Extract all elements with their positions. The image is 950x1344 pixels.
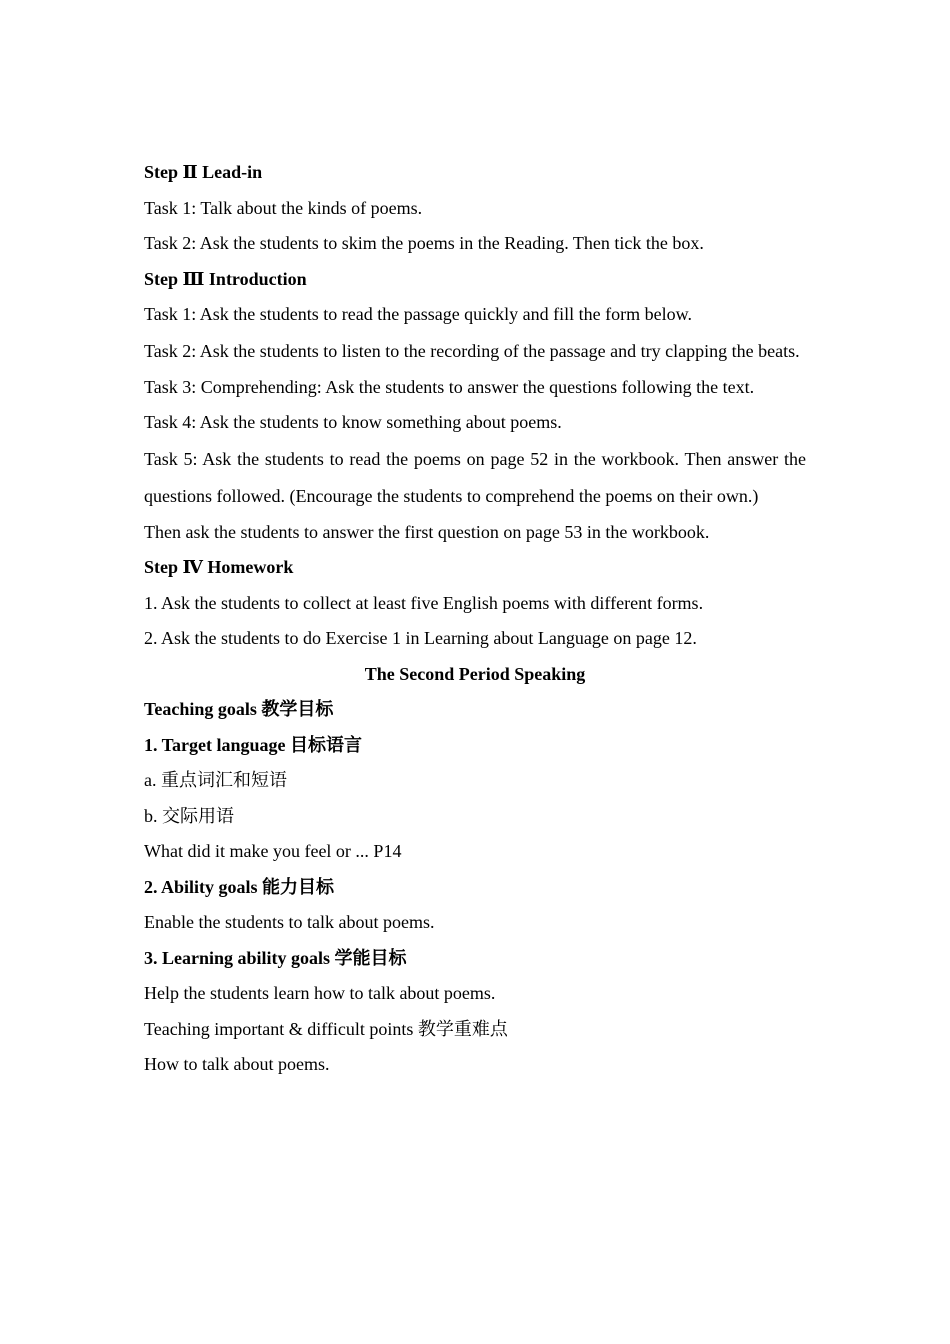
step2-heading: Step Ⅱ Lead-in [144, 162, 263, 182]
target-language-b: b. 交际用语 [144, 805, 234, 826]
step3-task2: Task 2: Ask the students to listen to the recording of the passage and try clapping the beats. [144, 340, 800, 361]
period-title: The Second Period Speaking [364, 663, 586, 684]
target-language-heading: 1. Target language 目标语言 [144, 734, 363, 755]
step4-item2: 2. Ask the students to do Exercise 1 in Learning about Language on page 12. [144, 628, 697, 648]
step3-task4: Task 4: Ask the students to know something about poems. [144, 412, 562, 432]
learning-goals-text: Help the students learn how to talk about poems. [144, 983, 496, 1003]
step4-item1: 1. Ask the students to collect at least five English poems with different forms. [144, 592, 704, 613]
step3-then: Then ask the students to answer the first question on page 53 in the workbook. [144, 521, 710, 542]
step2-task2: Task 2: Ask the students to skim the poems in the Reading. Then tick the box. [144, 233, 704, 253]
ability-goals-text: Enable the students to talk about poems. [144, 912, 435, 932]
learning-goals-heading: 3. Learning ability goals 学能目标 [144, 947, 407, 968]
step3-task5: Task 5: Ask the students to read the poems on page 52 in the workbook. Then answer the questions followed. (Encourage the students to comprehend the poems on their own.) [144, 448, 806, 506]
important-points-text: How to talk about poems. [144, 1054, 330, 1074]
step3-task3: Task 3: Comprehending: Ask the students to answer the questions following the text. [144, 376, 755, 397]
important-points-heading: Teaching important & difficult points 教学重难点 [144, 1018, 508, 1039]
step4-heading: Step Ⅳ Homework [144, 557, 294, 577]
step3-heading: Step Ⅲ Introduction [144, 268, 307, 289]
step2-task1: Task 1: Talk about the kinds of poems. [144, 197, 423, 218]
step3-task1: Task 1: Ask the students to read the passage quickly and fill the form below. [144, 304, 692, 324]
teaching-goals-heading: Teaching goals 教学目标 [144, 699, 334, 719]
target-phrase: What did it make you feel or ... P14 [144, 841, 402, 861]
document-body [144, 155, 806, 1083]
target-language-a: a. 重点词汇和短语 [144, 770, 287, 790]
ability-goals-heading: 2. Ability goals 能力目标 [144, 876, 335, 897]
